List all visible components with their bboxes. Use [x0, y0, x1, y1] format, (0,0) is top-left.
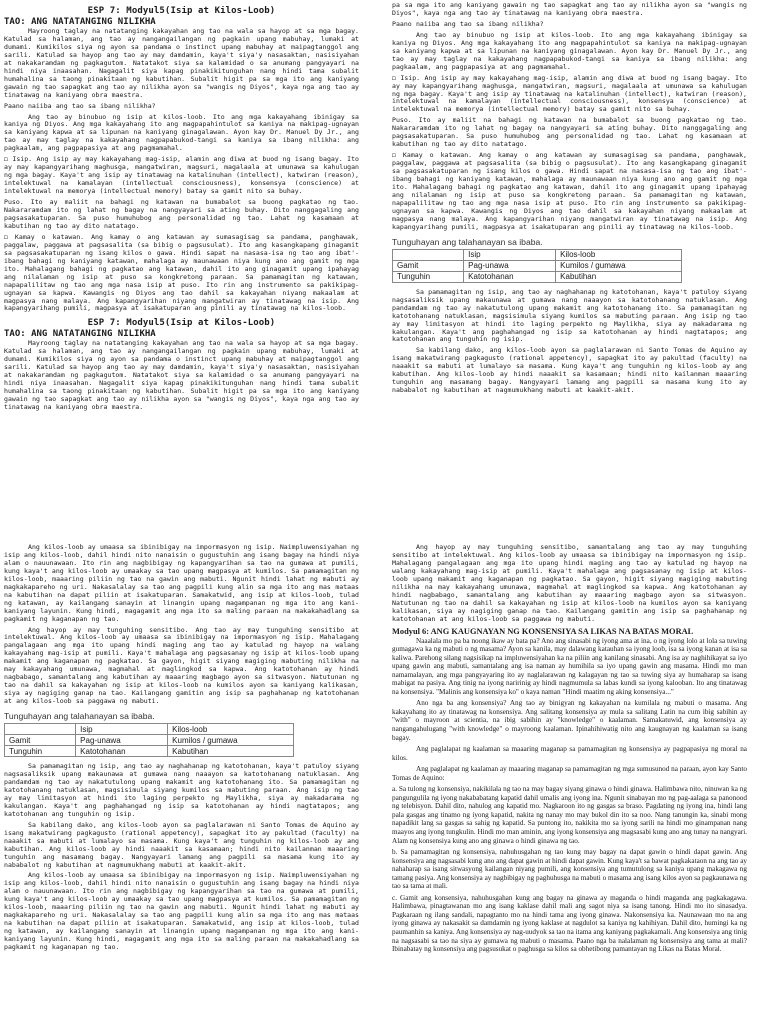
paragraph: a. Sa tulong ng konsensiya, nakikilala ng tao na may bagay siyang ginawa o hindi ginawa. Halimbawa nito, ninuwan ka ng pangungulila ng iyong nakababatang kapatid dahil umalis ang iyong ina. Ngunit sinabayan mo ng pag-aalaga sa panonood ng telebisyon. Dahil dito, nahulog ang kapatid mo. Nagkaroon ito ng gasgas sa braso. Pagdating ng iyong ina, hindi lang pala gasgas ang tinamo ng iyong kapatid, nakita ng nanay mo may bukol din ito sa noo. Nang tanungin ka, sinabi mong napadikit lang sa gasgas sa sahig ng kapatid. Sa puntong ito, nakikita mo sa iyong sarili na hindi mo ginampanan nang maayos ang iyong tungkulin. Hindi mo man aminin, ang iyong konsensiya ang magsasabi kung ano ang tunay na nangyari. Alam ng konsensiya kung ano ang ginawa o hindi ginawa ng tao.	[392, 785, 747, 845]
paragraph: ◻ Kamay o katawan. Ang kamay o ang katawan ay sumasagisag sa pandama, panghawak, paggalaw, paggawa at pagsasalita (sa bibig o pagsusulat). Ito ang kasangkapang ginagamit sa pagsasakatuparan ng isang kilos o gawa. Hindi sapat na nasasa-isa ng tao ang ibat'-ibang bahagi ng kaniyang katawan, mahalaga ay maunawaan niya kung ano ang gamit ng mga ito. Mahalagang bahagi ng pagkatao ang katawan, dahil ito ang ginagamit upang ipahayag ang nilalaman ng isip at puso sa kongkretong paraan. Sa pamamagitan ng katawan, napapalilitaw ng tao ang mga nasa isip at puso. Ito rin ang instrumento sa pakikipag-ugnayan sa kapwa. Kawangis ng Diyos ang tao dahil sa kakayahan niyang makaalam at magpasya nang malaya. Ang kapangyarihan niyang mangatwiran ay tinatawag na isip. Ang kapangyarihang pumili, magpasya at isakatuparan ang pinili ay tinatawag na kilos-loob.	[392, 151, 747, 231]
paragraph: Naaalala mo pa ba noong ikaw ay bata pa? Ano ang sinasabi ng iyong ama at ina, o ng iyong lolo at lola sa tuwing gumagawa ka ng mabuti o ng masama? Ayon sa kanila, may dalawang katauhan sa iyong loob, isa sa iyong kanan at isa sa kaliwa. Parehong silang nagsisikap na impluwensiyahan ka na piliin ang kanilang sinasabi. Ang isa ay naghihikayat sa iyo upang gawin ang mabuti, samantalang ang isa naman ay humihila sa iyo upang gawin ang masama. Hindi mo man namamalayan, ang mga pangyayaring ito ay naglalarawan ng kalagayan ng tao sa tuwing siya ay humaharap sa isang mabigat na pasiya. Ang tinig na iyong naririnig ay hindi nagmumula sa labas kundi sa iyong kalooban. Ito ang tinatawag na konsensiya. "Malinis ang konsensiya ko" o kaya naman "Hindi maatim ng aking konsensiya..."	[392, 636, 747, 696]
paragraph: Ang tao ay binubuo ng isip at kilos-loob. Ito ang mga kakayahang ibinigay sa kaniya ng Diyos. Ang mga kakayahang ito ang magpapahintulot sa kaniya na makipag-ugnayan sa kaniyang kapwa at sa lipunan na kaniyang ginagalawan. Ayon kay Dr. Manuel Dy Jr., ang tao ay may taglay na kakayahang nagpapabukod-tangi sa kaniya sa ibang nilikha: ang pagkaalam, ang pagpapasiya at ang pagmamahal.	[4, 112, 359, 153]
paragraph: c. Gamit ang konsensiya, nahuhusgahan kung ang bagay na ginawa ay maganda o hindi maganda ang pagkakagawa. Halimbawa, pinagtawanan mo ang isang kaklase dahil mali ang sagot niya sa isang tanong. Hindi mo ito sinasadya. Pagkaraan ng ilang sandali, napagtanto mo na hindi tama ang iyong ginawa. Nakonsensiya ka. Naunawaan mo na ang iyong ginawa ay nakasakit sa damdamin ng iyong kaklase at nagdulot sa kaniya ng kahihiyan. Dahil dito, humingi ka ng paumanhin sa kaniya. Ang konsensiya ay nag-uudyok sa tao na itama ang kaniyang pagkakamali. Ang konsensiya ang tinig na nagsasabi sa tao na siya ay gumawa ng mabuti o masama. Paano nga ba nalalaman ng konsensiya ang tama at mali? Ibinabatay ng konsensiya ang pagsusukat o paghusga sa kilos sa obhetibong pamantayan ng Likas na Batas Moral.	[392, 893, 747, 954]
paragraph: Ang paglalapat ng kaalaman ay maaaring maganap sa pamamagitan ng mga sumusunod na paraan, ayon kay Santo Tomas de Aquino:	[392, 765, 747, 782]
section-heading: TAO: ANG NATATANGING NILIKHA	[4, 329, 156, 339]
table-cell: Isip	[464, 249, 556, 260]
paragraph: Sa kabilang dako, ang kilos-loob ayon sa paglalarawan ni Santo Tomas de Aquino ay isang makatwirang pagkagusto (rational appetency), sapagkat ito ay pakultad (faculty) na naaakit sa mabuti at lumalayo sa masama. Kung kaya't ang tunguhin ng kilos-loob ay ang kabutihan. Ang kilos-loob ay hindi naaakit sa kasamaan; hindi nito kailanman maaaring tunguhin ang masamang bagay. Nangyayari lamang ang pagpili sa masama kung ito ay nababalot ng kabutihan at nagmumukhang mabuti at kaakit-akit.	[392, 346, 747, 395]
table-cell: Kabutihan	[168, 746, 294, 757]
table-row	[5, 746, 294, 757]
paragraph: Ang kilos-loob ay umaasa sa ibinibigay na impormasyon ng isip. Naimpluwensiyahan ng isip ang kilos-loob, dahil hindi nito nanaisin o gugustuhin ang isang bagay na hindi niya alam o nauunawaan. Ito rin ang nagbibigay ng kapangyarihan sa tao na gumawa at pumili, kung kaya't ang kilos-loob ay umaakay sa tao upang magpasya at kumilos. Sa pamamagitan ng kilos-loob, maaaring piliin ng tao na gawin ang mabuti. Ngunit hindi lahat ng mabuti ay magkakapareho ng uri. Nakasalalay sa tao ang pagpili kung alin sa mga ito ang mas mataas na kabutihan na dapat piliin at isakatuparan. Samakatwid, ang isip at kilos-loob, tulad ng katawan, ay kailangang sanayin at linangin upang magampanan ng mga ito ang kani-kaniyang layunin. Kung hindi, magagamit ang mga ito sa maling paraan na makakahadlang sa pagkamit ng kaganapan ng tao.	[4, 871, 359, 952]
table-cell: Katotohanan	[76, 746, 168, 757]
module-title: ESP 7: Modyul5(Isip at Kilos-Loob)	[87, 318, 276, 328]
top-right-column	[392, 2, 747, 507]
paragraph: pa sa mga ito ang kaniyang gawain ng tao sapagkat ang tao ay nilikha ayon sa "wangis ng Diyos", kaya nga ang tao ay tinatawag na kaniyang obra maestra.	[392, 2, 747, 17]
paragraph: Ang hayop ay may tunguhing sensitibo, samantalang ang tao ay may tunguhing sensitibo at intelektuwal. Ang kilos-loob ay umaasa sa ibinibigay na impormasyon ng isip. Mahalagang pangalagaan ang mga ito upang hindi maging ang tao ay katulad ng hayop na walang kakayahang mag-isip at pumili. Kaya't mahalaga ang pagsasanay ng isip at kilos-loob upang makamit ang kaganapan ng pagkatao. Sa gayon, higit siyang magiging mabuting nilikha na may kakayahang umunawa, magmahal at maglingkod sa kapwa. Ang katotohanan ay hindi nagbabago, samantalang ang kabutihan ay maaaring magbago ayon sa sitwasyon. Natutunan ng tao na dahil sa kakayahan ng isip at kilos-loob na kumilos ayon sa kaniyang kalikasan, siya ay nagiging ganap na tao. Kailangang gamitin ang isip sa paghahanap ng katotohanan at ang kilos-loob sa paggawa ng mabuti.	[392, 544, 747, 623]
table-caption: Tunguhayan ang talahanayan sa ibaba.	[4, 711, 155, 722]
table-row	[5, 724, 294, 735]
table-cell: Kilos-loob	[556, 249, 682, 260]
paragraph: Puso. Ito ay maliit na bahagi ng katawan na bumabalot sa buong pagkatao ng tao. Nakararamdam ito ng lahat ng bagay na nangyayari sa ating buhay. Dito nanggagaling ang pagsasakatuparan. Sa puso humuhubog ang personalidad ng tao. Lahat ng kasamaan at kabutihan ng tao ay dito natatago.	[4, 198, 359, 230]
paragraph: Ang kilos-loob ay umaasa sa ibinibigay na impormasyon ng isip. Naimpluwensiyahan ng isip ang kilos-loob, dahil hindi nito nanaisin o gugustuhin ang isang bagay na hindi niya alam o nauunawaan. Ito rin ang nagbibigay ng kapangyarihan sa tao na gumawa at pumili, kung kaya't ang kilos-loob ay umaakay sa tao upang magpasya at kumilos. Sa pamamagitan ng kilos-loob, maaaring piliin ng tao na gawin ang mabuti. Ngunit hindi lahat ng mabuti ay magkakapareho ng uri. Nakasalalay sa tao ang pagpili kung alin sa mga ito ang mas mataas na kabutihan na dapat piliin at isakatuparan. Samakatwid, ang isip at kilos-loob, tulad ng katawan, ay kailangang sanayin at linangin upang magampanan ng mga ito ang kani-kaniyang layunin. Kung hindi, magagamit ang mga ito sa maling paraan na makakahadlang sa pagkamit ng kaganapan ng tao.	[4, 544, 359, 623]
paragraph: ◻ Isip. Ang isip ay may kakayahang mag-isip, alamin ang diwa at buod ng isang bagay. Ito ay may kapangyarihang maghusga, mangatwiran, magsuri, magalaala at umunawa sa kahulugan ng mga bagay. Kaya't ang isip ay tinatawag na katalinuhan (intellect), katwiran (reason), intelektuwal na kamalayan (intellectual consciousness), konsensya (conscience) at intelektuwal na memorya (intellectual memory) batay sa gamit nito sa buhay.	[4, 155, 359, 196]
paragraph: Sa pamamagitan ng isip, ang tao ay naghahanap ng katotohanan, kaya't patuloy siyang nagsasaliksik upang makaunawa at gumawa nang naaayon sa katotohanang natuklasan. Ang pandamdam ng tao ay nakatutulong upang makamit ang katotohanang ito. Sa pamamagitan ng katotohanang natuklasan, magsisimula siyang kumilos sa mabuting paraan. Ang isip ng tao ay may limitasyon at hindi ito laging perpekto ng Maylikha, siya ay makadarama ng kakulangan. Kaya't ang paghahangad ng isip sa katotohanan ay hindi nagtatapos; ang katotohanan ang tunguhin ng isip.	[4, 762, 359, 818]
paragraph: ◻ Kamay o katawan. Ang kamay o ang katawan ay sumasagisag sa pandama, panghawak, paggalaw, paggawa at pagsasalita (sa bibig o pagsusulat). Ito ang kasangkapang ginagamit sa pagsasakatuparan ng isang kilos o gawa. Hindi sapat na nasasa-isa ng tao ang ibat'-ibang bahagi ng kaniyang katawan, mahalaga ay maunawaan niya kung ano ang gamit ng mga ito. Mahalagang bahagi ng pagkatao ang katawan, dahil ito ang ginagamit upang ipahayag ang nilalaman ng isip at puso sa kongkretong paraan. Sa pamamagitan ng katawan, napapalilitaw ng tao ang mga nasa isip at puso. Ito rin ang instrumento sa pakikipag-ugnayan sa kapwa. Kawangis ng Diyos ang tao dahil sa kakayahan niyang makaalam at magpasya nang malaya. Ang kapangyarihan niyang mangatwiran ay tinatawag na isip. Ang kapangyarihang pumili, magpasya at isakatuparan ang pinili ay tinatawag na kilos-loob.	[4, 232, 359, 312]
table-cell: Kabutihan	[556, 271, 682, 282]
table-cell: Kumilos / gumawa	[168, 735, 294, 746]
table-caption: Tunguhayan ang talahanayan sa ibaba.	[392, 236, 543, 247]
table-cell: Katotohanan	[464, 271, 556, 282]
paragraph: Ano nga ba ang konsensiya? Ang tao ay binigyan ng kakayahan na kumilala ng mabuti o masama. Ang kakayahang ito ay tinatawag na konsensiya. Ang salitang konsensiya ay mula sa salitang Latin na cum ibig sabihin ay "with" o mayroon at scientia, na ibig sabihin ay "knowledge" o kaalaman. Samakatuwid, ang konsensiya ay nangangahulugang "with knowledge" o mayroong kaalaman. Ipinahihiwatig nito ang kaugnayan ng kaalaman sa isang bagay.	[392, 699, 747, 742]
paragraph: b. Sa pamamagitan ng konsensiya, nahuhusgahan ng tao kung may bagay na dapat gawin o hindi dapat gawin. Ang konsensiya ang nagsasabi kung ano ang dapat gawin at hindi dapat gawin. Kung kaya't sa bawat pagkakataon na ang tao ay nahaharap sa isang sitwasyong kailangan niyang pumili, ang konsensiya ang tumutulong sa kaniya upang makagawa ng tamang pasiya. Ang konsensiya ay nagbibigay ng paghuhusga na mabuti o masama ang isang kilos ayon sa pagkaunawa ng tao sa tama at mali.	[392, 848, 747, 891]
paragraph: Mayroong taglay na natatanging kakayahan ang tao na wala sa hayop at sa mga bagay. Katulad sa halaman, ang tao ay nangangailangan ng pagkain upang mabuhay, lumaki at dumami. Kumikilos siya ng ayon sa pandama o instinct upang mabuhay at maipagtanggol ang sarili. Katulad sa hayop ang tao ay may damdamin, kaya't siya'y nasasaktan, nasisiyahan at nakakaramdam ng pagkagutom. Natatakot siya sa kalamidad o sa anumang pangyayari na hindi niya inaasahan. Nagagalit siya kapag pinakikitunguhan nang hindi tama subalit humahalina sa taong pinakitaan ng kabutihan. Subalit higit pa sa mga ito ang kaniyang gawain ng tao sapagkat ang tao ay nilikha ayon sa "wangis ng Diyos", kaya nga ang tao ay tinatawag na kaniyang obra maestra.	[4, 339, 359, 411]
paragraph: Paano naiiba ang tao sa ibang nilikha?	[4, 101, 156, 110]
table-cell	[393, 249, 464, 260]
table-cell: Kilos-loob	[168, 724, 294, 735]
table-cell: Pag-unawa	[464, 260, 556, 271]
bottom-right-column	[392, 544, 747, 1024]
paragraph: Mayroong taglay na natatanging kakayahan ang tao na wala sa hayop at sa mga bagay. Katulad sa halaman, ang tao ay nangangailangan ng pagkain upang mabuhay, lumaki at dumami. Kumikilos siya ng ayon sa pandama o instinct upang mabuhay at maipagtanggol ang sarili. Katulad sa hayop ang tao ay may damdamin, kaya't siya'y nasasaktan, nasisiyahan at nakakaramdam ng pagkagutom. Natatakot siya sa kalamidad o sa anumang pangyayari na hindi niya inaasahan. Nagagalit siya kapag pinakikitunguhan nang hindi tama subalit humahalina sa taong pinakitaan ng kabutihan. Subalit higit pa sa mga ito ang kaniyang gawain ng tao sapagkat ang tao ay nilikha ayon sa "wangis ng Diyos", kaya nga ang tao ay tinatawag na kaniyang obra maestra.	[4, 27, 359, 99]
comparison-table	[392, 249, 682, 283]
module-6-section	[392, 627, 747, 954]
table-cell	[5, 724, 76, 735]
section-heading: Modyul 6: ANG KAUGNAYAN NG KONSENSIYA SA LIKAS NA BATAS MORAL	[392, 626, 694, 636]
paragraph: Ang paglalapat ng kaalaman sa maaaring maganap sa pamamagitan ng konsensiya ay pagpapasiya ng moral na kilos.	[392, 745, 747, 762]
table-row	[393, 271, 682, 282]
table-row	[393, 260, 682, 271]
paragraph: Sa pamamagitan ng isip, ang tao ay naghahanap ng katotohanan, kaya't patuloy siyang nagsasaliksik upang makaunawa at gumawa nang naaayon sa katotohanang natuklasan. Ang pandamdam ng tao ay nakatutulong upang makamit ang katotohanang ito. Sa pamamagitan ng katotohanang natuklasan, magsisimula siyang kumilos sa mabuting paraan. Ang isip ng tao ay may limitasyon at hindi ito laging perpekto ng Maylikha, siya ay makadarama ng kakulangan. Kaya't ang paghahangad ng isip sa katotohanan ay hindi nagtatapos; ang katotohanan ang tunguhin ng isip.	[392, 287, 747, 344]
section-heading: TAO: ANG NATATANGING NILIKHA	[4, 17, 156, 27]
top-left-column	[4, 6, 359, 312]
table-cell: Tunguhin	[393, 271, 464, 282]
paragraph: Ang tao ay binubuo ng isip at kilos-loob. Ito ang mga kakayahang ibinigay sa kaniya ng Diyos. Ang mga kakayahang ito ang magpapahintulot sa kaniya na makipag-ugnayan sa kaniyang kapwa at sa lipunan na kaniyang ginagalawan. Ayon kay Dr. Manuel Dy Jr., ang tao ay may taglay na kakayahang nagpapabukod-tangi sa kaniya sa ibang nilikha: ang pagkaalam, ang pagpapasiya at ang pagmamahal.	[392, 30, 747, 71]
table-cell: Tunguhin	[5, 746, 76, 757]
comparison-table	[4, 723, 294, 757]
paragraph: ◻ Isip. Ang isip ay may kakayahang mag-isip, alamin ang diwa at buod ng isang bagay. Ito ay may kapangyarihang maghusga, mangatwiran, magsuri, magalaala at umunawa sa kahulugan ng mga bagay. Kaya't ang isip ay tinatawag na katalinuhan (intellect), katwiran (reason), intelektuwal na kamalayan (intellectual consciousness), konsensya (conscience) at intelektuwal na memorya (intellectual memory) batay sa gamit nito sa buhay.	[392, 73, 747, 114]
paragraph: Puso. Ito ay maliit na bahagi ng katawan na bumabalot sa buong pagkatao ng tao. Nakararamdam ito ng lahat ng bagay na nangyayari sa ating buhay. Dito nanggagaling ang pagsasakatuparan. Sa puso humuhubog ang personalidad ng tao. Lahat ng kasamaan at kabutihan ng tao ay dito natatago.	[392, 116, 747, 149]
table-cell: Pag-unawa	[76, 735, 168, 746]
paragraph: Ang hayop ay may tunguhing sensitibo. Ang tao ay may tunguhing sensitibo at intelektuwal. Ang kilos-loob ay umaasa sa ibinibigay na impormasyon ng isip. Mahalagang pangalagaan ang mga ito upang hindi maging ang tao ay katulad ng hayop na walang kakayahang mag-isip at pumili. Kaya't mahalaga ang pagsasanay ng isip at kilos-loob upang makamit ang kaganapan ng pagkatao. Sa gayon, higit siyang magiging mabuting nilikha na may kakayahang umunawa, magmahal at maglingkod sa kapwa. Ang katotohanan ay hindi nagbabago, samantalang ang kabutihan ay maaaring magbago ayon sa sitwasyon. Natutunan ng tao na dahil sa kakayahan ng isip at kilos-loob na kumilos ayon sa kaniyang kalikasan, siya ay nagiging ganap na tao. Kailangang gamitin ang isip sa paghahanap ng katotohanan at ang kilos-loob sa paggawa ng mabuti.	[4, 625, 359, 706]
table-cell: Gamit	[393, 260, 464, 271]
bottom-left-column	[4, 544, 359, 1024]
paragraph: Paano naiiba ang tao sa ibang nilikha?	[392, 19, 544, 28]
table-cell: Isip	[76, 724, 168, 735]
table-row	[5, 735, 294, 746]
table-row	[393, 249, 682, 260]
table-cell: Gamit	[5, 735, 76, 746]
table-cell: Kumilos / gumawa	[556, 260, 682, 271]
paragraph: Sa kabilang dako, ang kilos-loob ayon sa paglalarawan ni Santo Tomas de Aquino ay isang makatwirang pagkagusto (rational appetency), sapagkat ito ay pakultad (faculty) na naaakit sa mabuti at lumalayo sa masama. Kung kaya't ang tunguhin ng kilos-loob ay ang kabutihan. Ang kilos-loob ay hindi naaakit sa kasamaan; hindi nito kailanman maaaring tunguhin ang masamang bagay. Nangyayari lamang ang pagpili sa masama kung ito ay nababalot ng kabutihan at nagmumukhang mabuti at kaakit-akit.	[4, 820, 359, 869]
module-title: ESP 7: Modyul5(Isip at Kilos-Loob)	[87, 6, 276, 16]
